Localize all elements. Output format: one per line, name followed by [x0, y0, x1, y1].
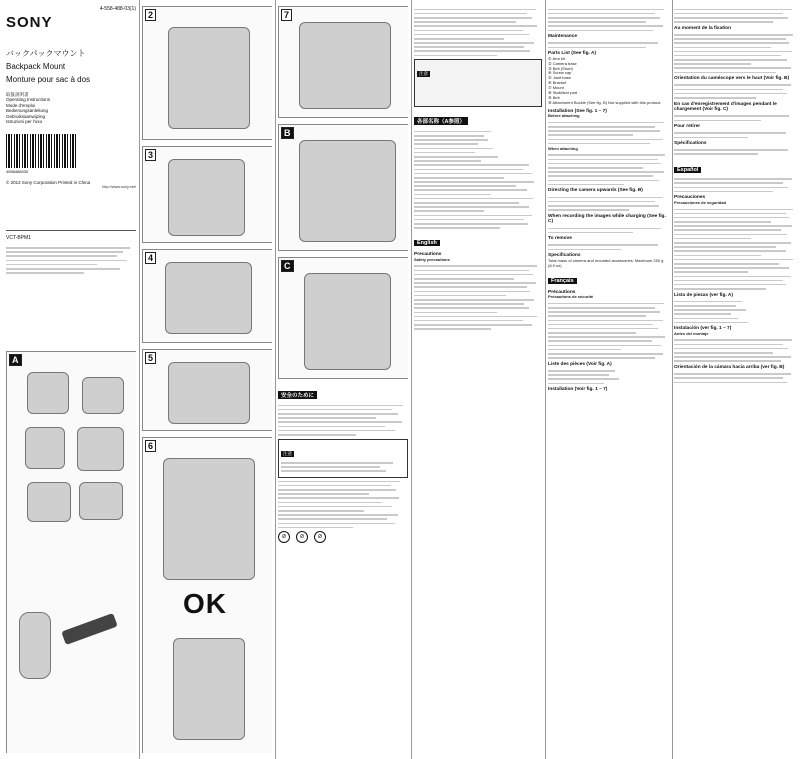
es-parts-text [674, 301, 798, 324]
figure-c-label: C [281, 260, 294, 272]
es-intro-text [674, 178, 798, 192]
ok-label: OK [183, 588, 227, 619]
cover-column [6, 6, 136, 753]
es-orientation-head: Orientación de la cámara hacia arriba (ver fig. B) [674, 365, 785, 370]
en-maintenance-head: Maintenance [548, 34, 578, 40]
manual-fr: Mode d'emploi [6, 102, 36, 108]
fr-charging-head: En cas d'enregistrement d'images pendant le chargement (Voir fig. C) [674, 101, 777, 113]
jp-caution-box [278, 439, 408, 478]
jp-caution-box-2 [414, 59, 542, 107]
fr-parts-text [548, 370, 670, 384]
jp-caution-head-2: 注意 [419, 71, 428, 77]
jp-safety-head: 安全のために [278, 391, 317, 399]
fr-orientation-text [674, 84, 798, 98]
figure-c-panel [278, 257, 408, 379]
fr-safety-head: Précautions de sécurité [548, 294, 594, 300]
en-part-item: ⑦ Mount [548, 85, 564, 91]
title-fr: Monture pour sac à dos [6, 75, 91, 84]
model-number: VCT-BPM1 [6, 235, 32, 242]
text-column-1 [414, 6, 542, 753]
fr-charging-text [674, 115, 798, 121]
step-6-image [163, 458, 255, 580]
es-safety-head: Precauciones de seguridad [674, 200, 727, 205]
step-4-panel [142, 249, 272, 343]
belt-image [19, 612, 51, 679]
manual-en: Operating Instructions [6, 97, 51, 103]
manual-list [6, 92, 136, 124]
en-part-item: ② Camera base [548, 60, 577, 66]
jp-safety-text [278, 405, 408, 436]
step-2-image [168, 27, 250, 129]
fr-precautions-head: Précautions [548, 289, 576, 295]
fold-line [275, 0, 276, 759]
en-parts-head: Parts List (See fig. A) [548, 51, 597, 57]
fr-specs-text [674, 149, 798, 155]
bracket-image [77, 427, 124, 471]
title-en: Backpack Mount [6, 62, 66, 71]
step-7-label: 7 [281, 9, 292, 21]
figure-a-panel [6, 351, 136, 753]
arm-kit-image [27, 372, 69, 414]
fr-fixation-head: Au moment de la fixation [674, 25, 732, 31]
en-installation-head: Installation (See fig. 1 – 7) [548, 108, 607, 114]
fr-text-top [674, 9, 798, 23]
en-safety-text [414, 265, 542, 329]
en-before-text [548, 122, 670, 145]
manual-nl: Gebruiksaanwijzing [6, 113, 46, 119]
fold-line [672, 0, 673, 759]
en-recording-head: When recording the images while charging (See fig. C) [548, 213, 666, 225]
es-mount-text [674, 339, 798, 362]
en-part-item: ③ Belt (Short) [548, 65, 573, 71]
mount-image [27, 482, 71, 522]
prohibited-icon: ⊘ [314, 531, 326, 543]
fold-line [139, 0, 140, 759]
steps-column-1 [142, 6, 272, 753]
en-before-head: Before attaching [548, 113, 580, 119]
es-installation-head: Instalación (ver fig. 1 – 7) [674, 326, 732, 332]
figure-c-image [304, 273, 391, 370]
step-7-panel [278, 6, 408, 118]
figure-b-image [299, 140, 396, 242]
step-7-image [299, 22, 391, 109]
fold-line [411, 0, 412, 759]
jp-intro-text [6, 247, 136, 274]
jp-safety-section [278, 384, 408, 543]
barcode [6, 134, 76, 168]
jp-warning-icons [278, 531, 408, 543]
step-6-label: 6 [145, 440, 156, 452]
en-when-text [548, 154, 670, 185]
jp-caution-text [281, 462, 405, 472]
en-part-item: ⑩ Attachment Buckle (See fig. B) Not supplied with this product. [548, 99, 662, 105]
barcode-number: 4558488030 [6, 169, 29, 175]
en-part-item: ⑨ Belt [548, 94, 560, 100]
jp-parts-head: 各部名称（A参照） [414, 117, 468, 125]
step-4-image [165, 262, 252, 334]
fr-remove-text [674, 132, 798, 138]
en-parts-list [548, 57, 670, 106]
figure-b-panel [278, 124, 408, 251]
en-part-item: ⑥ Bracket [548, 80, 567, 86]
english-heading: English [414, 240, 440, 246]
fr-remove-head: Pour retirer [674, 124, 701, 130]
brand-logo: SONY [6, 14, 53, 31]
es-precautions-head: Precauciones [674, 195, 706, 201]
step-2-label: 2 [145, 9, 156, 21]
en-specs-head: Specifications [548, 253, 581, 259]
en-precautions-head: Precautions [414, 252, 442, 258]
en-text-top [548, 9, 670, 32]
step-6-panel [142, 437, 272, 753]
jp-text-top [414, 9, 542, 57]
en-remove-head: To remove [548, 236, 572, 242]
es-orientation-text [674, 373, 798, 383]
es-parts-head: Lista de piezas (ver fig. A) [674, 292, 733, 298]
figure-a-label: A [9, 354, 22, 366]
french-heading: Français [548, 278, 577, 284]
buckle-image [61, 613, 117, 645]
fold-line [545, 0, 546, 759]
manual-jp: 取扱説明書 [6, 92, 29, 97]
fr-specs-head: Spécifications [674, 141, 707, 147]
en-directing-head: Directing the camera upwards (See fig. B) [548, 188, 643, 194]
product-code: 4-558-488-03(1) [99, 6, 136, 12]
figure-b-label: B [281, 127, 294, 139]
jp-parts-text [414, 131, 542, 229]
jp-caution-head: 注意 [283, 450, 292, 456]
step-5-label: 5 [145, 352, 156, 364]
step-3-image [168, 159, 245, 236]
copyright: © 2014 Sony Corporation Printed in China [6, 180, 91, 186]
en-maintenance-text [548, 42, 670, 48]
en-directing-text [548, 197, 670, 211]
manual-de: Bedienungsanleitung [6, 108, 49, 114]
en-when-head: When attaching [548, 145, 578, 151]
fr-orientation-head: Orientation du caméscope vers le haut (Voir fig. B) [674, 76, 790, 82]
step-2-panel [142, 6, 272, 140]
spanish-heading: Español [674, 167, 701, 173]
step-4-label: 4 [145, 252, 156, 264]
jp-more-text [278, 481, 408, 529]
en-specs-text: Total mass of camera and mounted accessories. Maximum 250 g (8.9 oz) [548, 257, 664, 268]
en-part-item: ① Arm kit [548, 55, 565, 61]
step-3-panel [142, 146, 272, 243]
en-safety-head: Safety precautions [414, 256, 450, 262]
fr-fixation-text [674, 34, 798, 73]
divider [6, 230, 136, 231]
title-jp: バックパックマウント [6, 49, 86, 58]
step-5-panel [142, 349, 272, 431]
en-recording-text [548, 228, 670, 234]
manual-it: Istruzioni per l'uso [6, 119, 43, 125]
step-5-image [168, 362, 250, 424]
en-part-item: ④ Screw cap [548, 70, 572, 76]
text-column-2 [548, 6, 670, 753]
text-column-3 [674, 6, 798, 753]
step-3-label: 3 [145, 149, 156, 161]
prohibited-icon: ⊘ [296, 531, 308, 543]
en-part-item: ⑧ Stabilizer part [548, 90, 578, 96]
fr-parts-head: Liste des pièces (Voir fig. A) [548, 361, 612, 367]
stabilizer-image [79, 482, 123, 520]
en-part-item: ⑤ Joint base [548, 75, 571, 81]
en-remove-text [548, 244, 670, 250]
es-mount-head: Antes del montaje [674, 330, 709, 336]
es-safety-text [674, 209, 798, 290]
camera-base-image [82, 377, 124, 414]
url: http://www.sony.net/ [102, 185, 136, 190]
joint-base-image [25, 427, 65, 469]
fr-installation-head: Installation (Voir fig. 1 – 7) [548, 387, 608, 393]
prohibited-icon: ⊘ [278, 531, 290, 543]
steps-column-2 [278, 6, 408, 753]
step-6-detail-image [173, 638, 245, 740]
fr-safety-text [548, 303, 670, 359]
